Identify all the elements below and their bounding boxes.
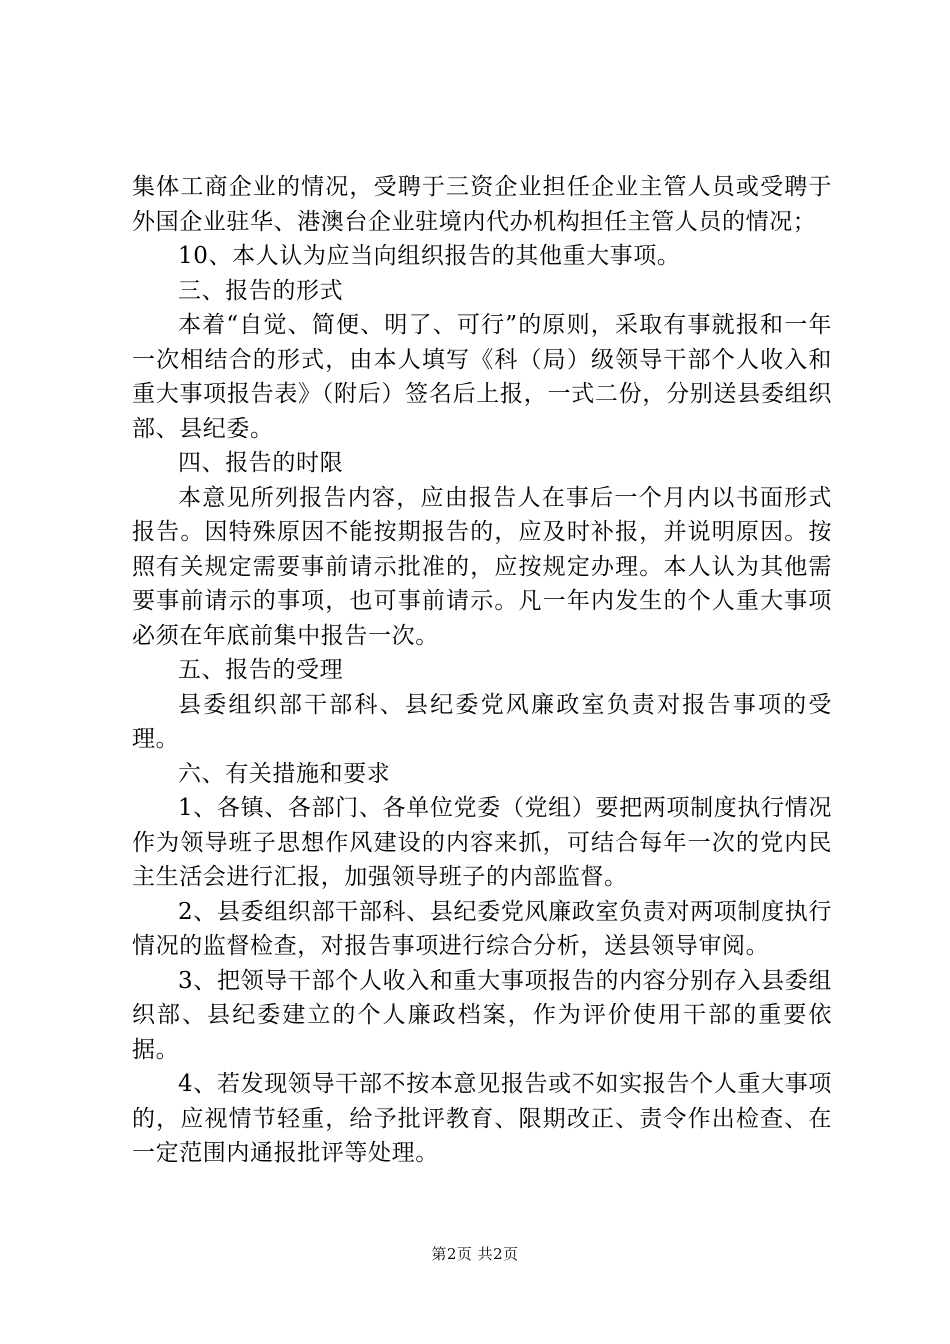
list-item: 2、县委组织部干部科、县纪委党风廉政室负责对两项制度执行情况的监督检查，对报告事项进行综合分析，送县领导审阅。 bbox=[132, 898, 832, 959]
page-number-footer: 第2页 共2页 bbox=[431, 1245, 519, 1263]
document-body bbox=[132, 170, 832, 1171]
paragraph: 本着“自觉、简便、明了、可行”的原则，采取有事就报和一年一次相结合的形式，由本人填写《科（局）级领导干部个人收入和重大事项报告表》（附后）签名后上报，一式二份，分别送县委组织部、县纪委。 bbox=[132, 312, 832, 442]
list-item: 4、若发现领导干部不按本意见报告或不如实报告个人重大事项的，应视情节轻重，给予批评教育、限期改正、责令作出检查、在一定范围内通报批评等处理。 bbox=[132, 1071, 832, 1166]
paragraph: 县委组织部干部科、县纪委党风廉政室负责对报告事项的受理。 bbox=[132, 691, 832, 752]
section-heading: 六、有关措施和要求 bbox=[178, 760, 391, 787]
paragraph: 10、本人认为应当向组织报告的其他重大事项。 bbox=[178, 243, 681, 269]
section-heading: 四、报告的时限 bbox=[178, 450, 344, 476]
list-item: 3、把领导干部个人收入和重大事项报告的内容分别存入县委组织部、县纪委建立的个人廉政档案，作为评价使用干部的重要依据。 bbox=[132, 967, 832, 1063]
list-item: 1、各镇、各部门、各单位党委（党组）要把两项制度执行情况作为领导班子思想作风建设的内容来抓，可结合每年一次的党内民主生活会进行汇报，加强领导班子的内部监督。 bbox=[132, 795, 832, 890]
section-heading: 五、报告的受理 bbox=[178, 657, 344, 683]
paragraph: 本意见所列报告内容，应由报告人在事后一个月内以书面形式报告。因特殊原因不能按期报告的，应及时补报，并说明原因。按照有关规定需要事前请示批准的，应按规定办理。本人认为其他需要事前请示的事项，也可事前请示。凡一年内发生的个人重大事项必须在年底前集中报告一次。 bbox=[132, 484, 832, 649]
paragraph: 集体工商企业的情况，受聘于三资企业担任企业主管人员或受聘于外国企业驻华、港澳台企业驻境内代办机构担任主管人员的情况； bbox=[132, 174, 832, 235]
section-heading: 三、报告的形式 bbox=[178, 277, 344, 304]
